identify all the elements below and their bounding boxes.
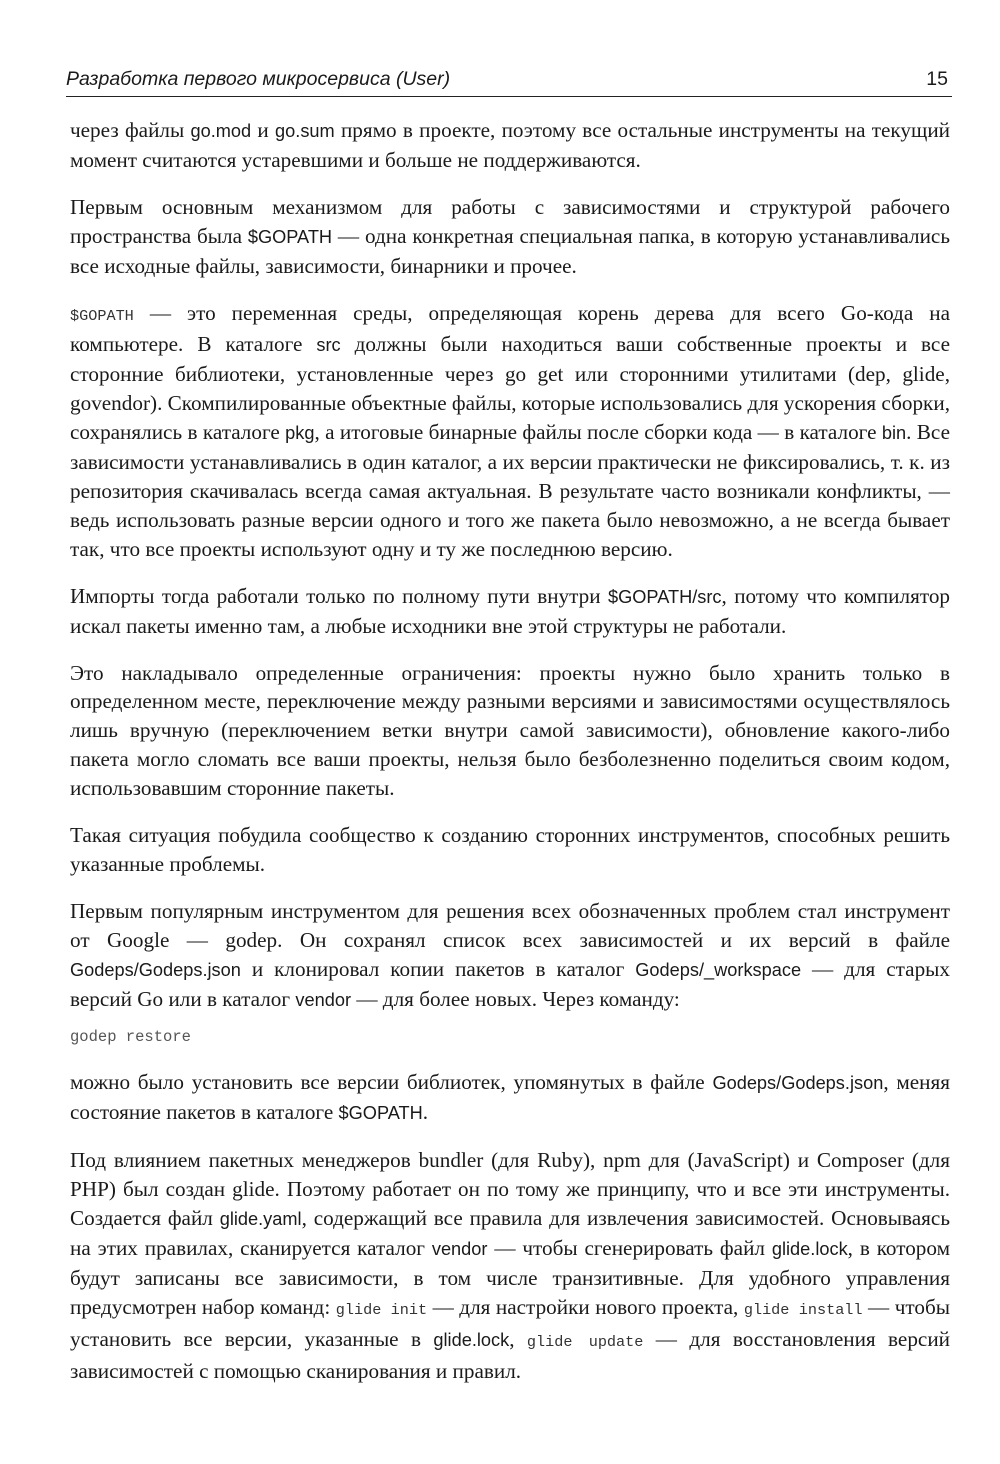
- inline-term: glide.lock: [771, 1239, 848, 1259]
- text-run: Первым основным механизмом для работы с зависимостями и структурой рабочего пространства была: [70, 194, 950, 248]
- inline-term: Godeps/​_workspace: [635, 959, 802, 980]
- inline-term: Godeps/​Godeps.json: [712, 1073, 884, 1094]
- inline-term: vendor: [295, 989, 352, 1010]
- text-run: — одна конкретная специальная папка, в которую устанавливались все исходные файлы, зависимости, бинарники и прочее.: [70, 223, 950, 278]
- text-run: , а итоговые бинарные файлы после сборки кода — в каталоге: [314, 420, 882, 445]
- paragraph-5: [70, 659, 950, 804]
- inline-term: $GOPATH: [338, 1103, 423, 1124]
- inline-code: $GOPATH: [70, 306, 134, 325]
- text-run: , содержащий все правила для извлечения зависимостей. Основываясь на этих правилах, сканируется каталог: [70, 1206, 950, 1260]
- text-run: . Все зависимости устанавливались в один каталог, а их версии практически не фиксировались, т. к. из репозитория скачивалась всегда самая актуальная. В результате часто возникали конфликты, — ведь использовать разные версии одного и того же пакета было невозможно, а не всегда бывает так, что все проекты используют одну и ту же последнюю версию.: [70, 420, 951, 561]
- inline-code: glide update: [526, 1332, 644, 1351]
- text-run: Это накладывало определенные ограничения: проекты нужно было хранить только в определенном месте, переключение между разными версиями и зависимостями осуществлялось лишь вручную (переключением ветки внутри самой зависимости), обновление какого-либо пакета могло сломать все ваши проекты, нельзя было безболезненно поделиться своим кодом, использовавшим сторонние пакеты.: [70, 660, 950, 801]
- text-run: Такая ситуация побудила сообщество к созданию сторонних инструментов, способных решить указанные проблемы.: [70, 823, 950, 876]
- paragraph-9: [70, 1146, 950, 1385]
- inline-term: go.sum: [275, 121, 335, 141]
- inline-term: src: [316, 335, 341, 356]
- inline-term: Godeps/Godeps.json: [70, 959, 241, 980]
- inline-term: $GOPATH: [247, 226, 333, 247]
- paragraph-2: [70, 193, 950, 281]
- page-number: 15: [926, 68, 948, 90]
- text-run: , меняя состояние пакетов в каталоге: [70, 1070, 950, 1125]
- text-run: — для настройки нового проекта,: [427, 1294, 744, 1319]
- inline-term: vendor: [431, 1239, 488, 1259]
- text-run: должны были находиться ваши собственные проекты и все сторонние библиотеки, установленные через go get или сторонними утилитами (dep, glide, govendor). Скомпилированные объектные файлы, которые использовались для ускорения сборки, сохранялись в каталоге: [70, 332, 950, 445]
- inline-term: glide.lock: [433, 1329, 510, 1350]
- paragraph-6: [70, 821, 950, 879]
- text-run: ,: [509, 1326, 527, 1351]
- text-run: — это переменная среды, определяющая корень дерева для всего Go-кода на компьютере. В каталоге: [70, 300, 950, 357]
- text-run: , в котором будут записаны все зависимости, в том числе транзитивные. Для удобного управления предусмотрен набор команд:: [70, 1236, 950, 1319]
- paragraph-1: [70, 116, 950, 175]
- text-run: Под влиянием пакетных менеджеров bundler (для Ruby), npm для (JavaScript) и Composer (для PHP) был создан glide. Поэтому работает он по тому же принципу, что и все эти инструменты. Создается файл: [70, 1148, 950, 1231]
- inline-code: glide install: [743, 1300, 863, 1319]
- text-run: — чтобы сгенерировать файл: [487, 1236, 772, 1260]
- code-block: godep restore: [70, 1028, 191, 1047]
- inline-code: glide init: [335, 1300, 428, 1319]
- text-run: — для восстановления версий зависимостей с помощью сканирования и правил.: [70, 1326, 951, 1383]
- text-run: и клонировал копии пакетов в каталог: [240, 956, 636, 981]
- paragraph-8: [70, 1068, 950, 1128]
- inline-term: pkg: [285, 423, 315, 444]
- paragraph-3: [70, 299, 950, 564]
- text-run: прямо в проекте, поэтому все остальные инструменты на текущий момент считаются устаревшими и больше не поддерживаются.: [70, 118, 951, 172]
- inline-term: go.mod: [190, 121, 252, 141]
- chapter-title: Разработка первого микросервиса (User): [66, 68, 451, 90]
- running-header: [66, 66, 952, 97]
- text-run: Импорты тогда работали только по полному пути внутри: [70, 583, 608, 608]
- inline-term: bin: [881, 423, 907, 444]
- text-run: — для старых версий Go или в каталог: [70, 956, 950, 1011]
- text-run: и: [251, 118, 276, 142]
- body-text: [70, 116, 950, 1404]
- text-run: — чтобы установить все версии, указанные в: [70, 1294, 951, 1351]
- paragraph-7: [70, 897, 950, 1015]
- text-run: , потому что компилятор искал пакеты именно там, а любые исходники вне этой структуры не работали.: [70, 583, 951, 638]
- inline-term: $GOPATH/src: [608, 586, 722, 607]
- text-run: .: [422, 1100, 429, 1125]
- paragraph-4: [70, 582, 950, 641]
- text-run: можно было установить все версии библиотек, упомянутых в файле: [70, 1070, 713, 1095]
- text-run: Первым популярным инструментом для решения всех обозначенных проблем стал инструмент от Google — godep. Он сохранял список всех зависимостей и их версий в файле: [70, 898, 950, 952]
- text-run: через файлы: [70, 118, 191, 142]
- text-run: — для более новых. Через команду:: [351, 986, 680, 1011]
- inline-term: glide.yaml: [219, 1209, 302, 1230]
